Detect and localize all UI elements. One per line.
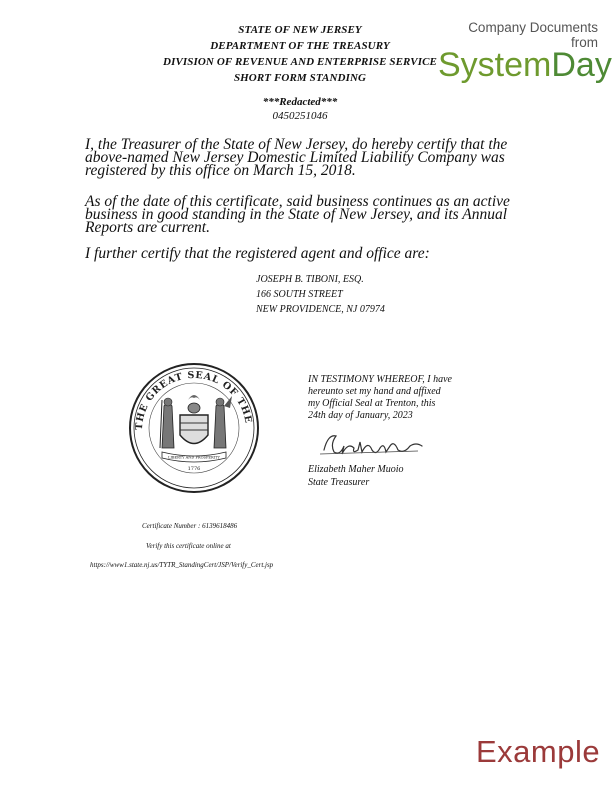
agent-street: 166 SOUTH STREET [256,289,343,300]
certification-paragraph-1 [85,138,545,177]
brand-name-day: Day [551,46,612,84]
header-state: STATE OF NEW JERSEY [238,24,362,36]
brand-name-system: System [438,46,552,84]
signature-icon [318,428,428,460]
paragraph-line: business in good standing in the State of New Jersey, and its Annual [85,206,508,223]
great-seal-image [122,360,267,495]
seal-arc-text: THE GREAT SEAL OF THE [133,369,254,431]
certification-paragraph-3 [85,247,545,260]
header-department: DEPARTMENT OF THE TREASURY [210,40,390,52]
verify-url-link[interactable]: https://www1.state.nj.us/TYTR_StandingCert/JSP/Verify_Cert.jsp [90,561,274,569]
verify-instruction: Verify this certificate online at [146,542,231,550]
example-watermark: Example [476,734,601,769]
paragraph-line: I, the Treasurer of the State of New Jersey, do hereby certify that the [85,136,508,153]
agent-city: NEW PROVIDENCE, NJ 07974 [256,304,385,315]
paragraph-line: registered by this office on March 15, 2018. [85,162,356,179]
seal-icon [122,360,267,495]
certification-paragraph-2 [85,195,545,234]
certificate-number: Certificate Number : 6139618486 [142,522,238,530]
testimony-block [308,374,498,422]
testimony-line: hereunto set my hand and affixed [308,386,441,397]
agent-name: JOSEPH B. TIBONI, ESQ. [256,274,364,285]
handwritten-signature [318,428,428,460]
registered-agent-block [256,272,385,317]
signer-title: State Treasurer [308,477,370,488]
signer-block [308,463,404,489]
paragraph-line: I further certify that the registered agent and office are: [85,245,430,262]
seal-ribbon-text: LIBERTY AND PROSPERITY [168,455,220,460]
redacted-entity-name: ***Redacted*** [262,96,338,108]
brand-tagline: Company Documents from [468,20,598,50]
header-division: DIVISION OF REVENUE AND ENTERPRISE SERVICE [163,56,437,68]
brand-name [438,46,612,84]
entity-number: 0450251046 [272,110,328,122]
testimony-line: IN TESTIMONY WHEREOF, I have [308,374,452,385]
testimony-line: my Official Seal at Trenton, this [308,398,436,409]
paragraph-line: As of the date of this certificate, said business continues as an active [85,193,510,210]
systemday-logo [438,20,612,84]
signer-name: Elizabeth Maher Muoio [308,464,404,475]
paragraph-line: above-named New Jersey Domestic Limited Liability Company was [85,149,505,166]
paragraph-line: Reports are current. [85,219,210,236]
header-form-title: SHORT FORM STANDING [233,72,367,84]
testimony-date: 24th day of January, 2023 [308,410,413,421]
seal-year: 1776 [187,466,201,472]
